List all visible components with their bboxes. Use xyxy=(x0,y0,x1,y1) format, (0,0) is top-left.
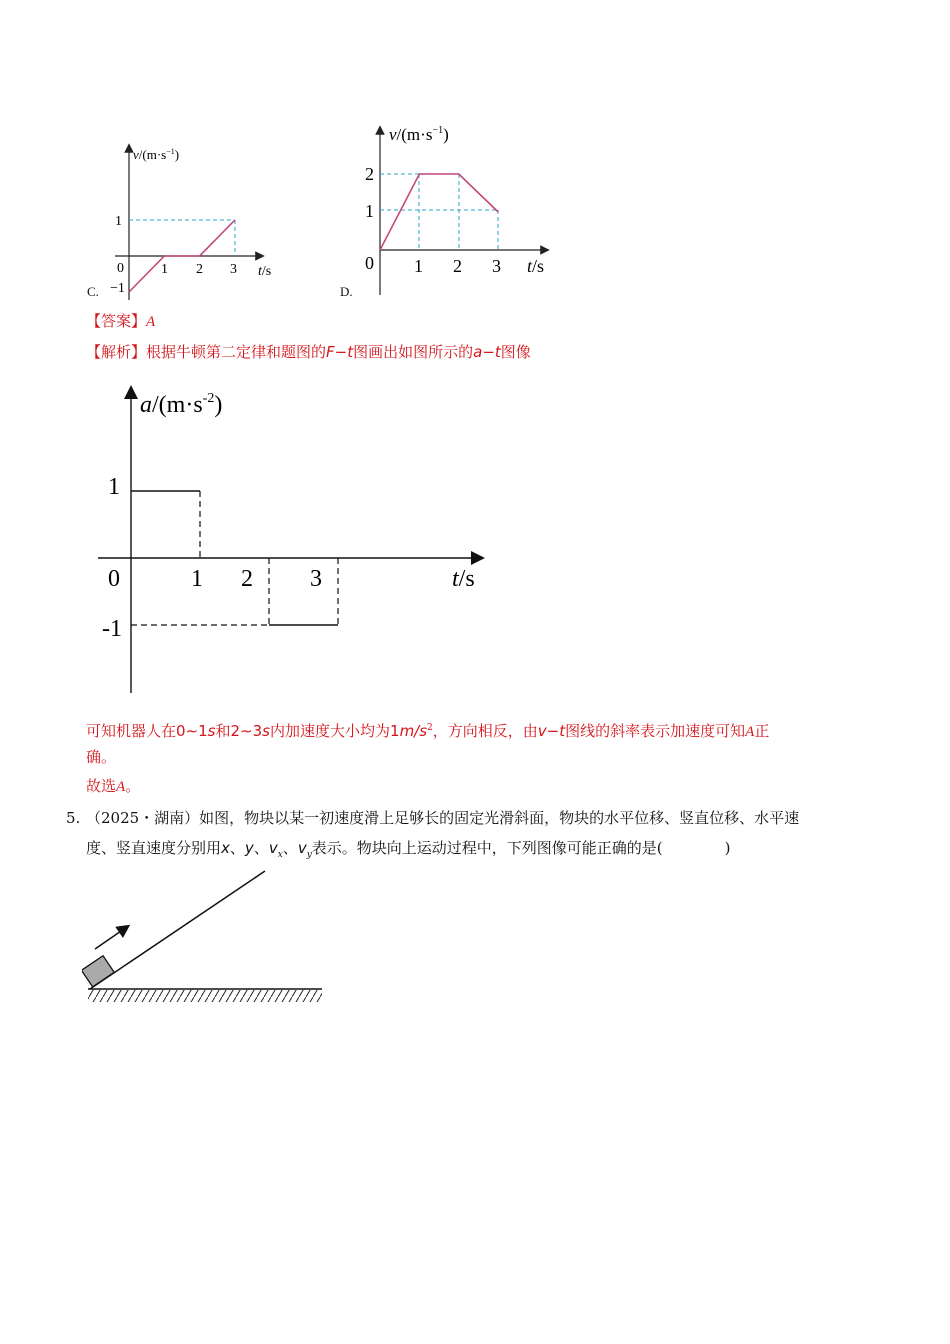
analysis-at: a−t xyxy=(473,343,501,361)
c-choose-opt: A xyxy=(116,779,126,795)
velocity-arrow xyxy=(95,929,124,949)
d-series-line xyxy=(380,174,498,250)
c-p7: 确。 xyxy=(86,748,117,766)
c-xtick-1: 1 xyxy=(161,262,168,277)
incline-figure xyxy=(82,865,332,1010)
d-xtick-3: 3 xyxy=(492,256,501,276)
option-d-chart xyxy=(355,120,565,305)
q5-y: y xyxy=(244,839,254,857)
q5-line-1: （2025・湖南）如图，物块以某一初速度滑上足够长的固定光滑斜面，物块的水平位移、竖直位移、水平速 xyxy=(86,809,800,827)
conclusion-line-1 xyxy=(86,716,769,744)
c-p4: ，方向相反，由 xyxy=(432,722,538,740)
c-xlabel: t/s xyxy=(258,264,272,279)
analysis-ft: F−t xyxy=(326,343,354,361)
q5-sep1: 、 xyxy=(229,839,245,857)
analysis-line xyxy=(86,340,531,364)
c-range1: 0∼1 xyxy=(176,722,208,740)
answer-bracket: 【答案】 xyxy=(86,312,147,330)
q5-paren-close: ) xyxy=(724,839,731,857)
at-ytick-1: 1 xyxy=(108,474,120,500)
d-ytick-1: 1 xyxy=(365,201,374,221)
c-ytick-neg1: −1 xyxy=(110,281,125,296)
q5-vy-sub: y xyxy=(306,850,312,860)
q5-line-2 xyxy=(86,836,731,867)
q5-l2b: 表示。物块向上运动过程中，下列图像可能正确的是( xyxy=(311,839,663,857)
conclusion-line-3 xyxy=(86,774,140,799)
option-c-chart xyxy=(100,140,300,310)
analysis-bracket: 【解析】 xyxy=(86,343,147,361)
analysis-text2: 图画出如图所示的 xyxy=(353,343,474,361)
c-opt: A xyxy=(745,724,755,740)
at-ylabel: $a/(m\cdot s^{-2})$ xyxy=(140,391,223,418)
c-ytick-1: 1 xyxy=(115,214,122,229)
q5-number: 5. xyxy=(66,809,81,827)
block xyxy=(82,956,114,987)
answer-line xyxy=(86,309,155,334)
c-p1: 可知机器人在 xyxy=(86,722,177,740)
c-choose: 故选 xyxy=(86,777,117,795)
q5-sep3: 、 xyxy=(282,839,298,857)
d-xtick-1: 1 xyxy=(414,256,423,276)
q5-sep2: 、 xyxy=(253,839,269,857)
c-xtick-2: 2 xyxy=(196,262,203,277)
q5-l2a: 度、竖直速度分别用 xyxy=(86,839,222,857)
at-xtick-3: 3 xyxy=(310,566,322,592)
option-d-label: D. xyxy=(340,284,353,299)
c-s1: s xyxy=(207,722,216,740)
incline-line xyxy=(90,871,265,989)
c-ylabel: $v/(m\cdot s^{-1})$ xyxy=(133,147,180,162)
c-p5: 图线的斜率表示加速度可知 xyxy=(565,722,746,740)
at-xlabel: t/s xyxy=(452,566,475,592)
c-choose-end: 。 xyxy=(125,777,141,795)
ground-hatch xyxy=(88,990,322,1002)
c-p6: 正 xyxy=(754,722,770,740)
q5-vx: v xyxy=(268,839,278,857)
d-xtick-2: 2 xyxy=(453,256,462,276)
d-xlabel: t/s xyxy=(527,256,545,276)
at-chart xyxy=(90,380,490,700)
d-origin: 0 xyxy=(365,253,374,273)
at-ytick-neg1: -1 xyxy=(102,616,122,642)
c-p3: 内加速度大小均为 xyxy=(270,722,391,740)
c-vt: v−t xyxy=(537,722,566,740)
q5-x: x xyxy=(221,839,230,857)
at-xtick-2: 2 xyxy=(241,566,253,592)
conclusion-line-2 xyxy=(86,745,116,769)
at-origin: 0 xyxy=(108,566,120,592)
d-ylabel: $v/(m\cdot s^{-1})$ xyxy=(389,125,449,144)
at-xtick-1: 1 xyxy=(191,566,203,592)
analysis-text1: 根据牛顿第二定律和题图的 xyxy=(146,343,327,361)
q5-vy: v xyxy=(297,839,307,857)
q5-vx-sub: x xyxy=(277,850,283,860)
answer-value: A xyxy=(146,314,156,330)
d-ytick-2: 2 xyxy=(365,164,374,184)
analysis-text3: 图像 xyxy=(500,343,531,361)
c-xtick-3: 3 xyxy=(230,262,237,277)
c-s2: s xyxy=(262,722,270,740)
c-p2: 和 xyxy=(215,722,231,740)
c-range2: 2∼3 xyxy=(230,722,263,740)
c-unit-exp: 2 xyxy=(427,723,433,733)
c-origin: 0 xyxy=(117,261,124,276)
c-unit: m/s xyxy=(399,722,428,740)
option-c-label: C. xyxy=(87,284,99,299)
c-mag: 1 xyxy=(390,722,400,740)
